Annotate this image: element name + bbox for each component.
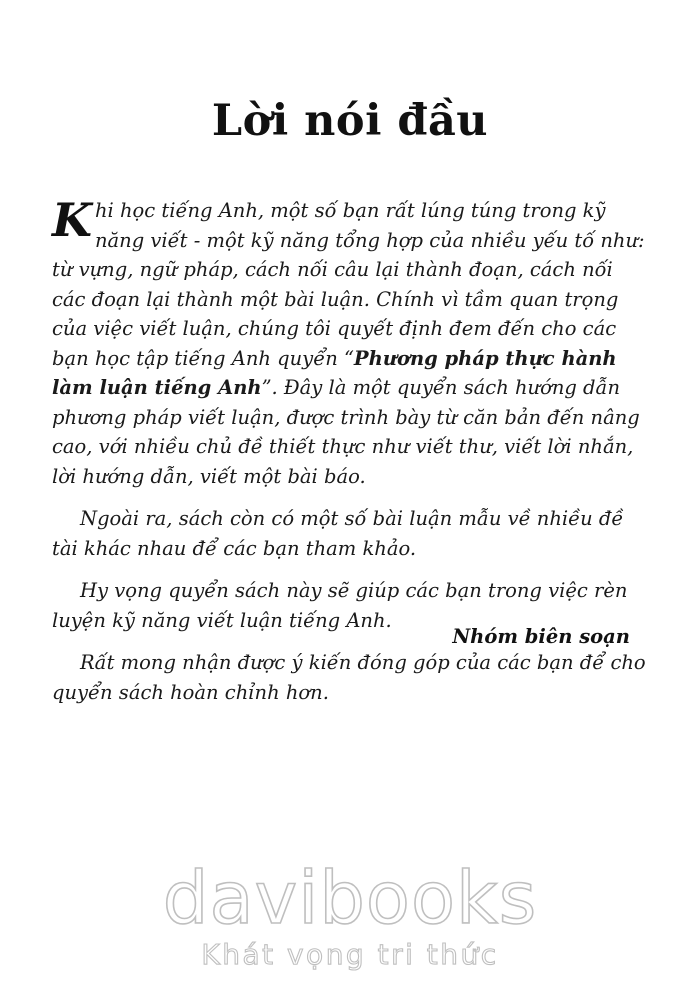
paragraph-run: ”. Đây là một quyển sách hướng dẫn phương pháp viết luận, được trình bày từ căn bản đến nâng cao, với nhiều chủ đề thiết thực như viết thư, viết lời nhắn, lời hướng dẫn, viết một bài báo. xyxy=(52,376,640,488)
paragraph-feedback xyxy=(52,648,650,707)
paragraph-run: hi học tiếng Anh, một số bạn rất lúng túng trong kỹ năng viết - một kỹ năng tổng hợp của nhiều yếu tố như: từ vựng, ngữ pháp, cách nối câu lại thành đoạn, cách nối các đoạn lại thành một bài luận. Chính vì tầm quan trọng của việc viết luận, chúng tôi quyết định đem đến cho các bạn học tập tiếng Anh quyển “ xyxy=(52,199,645,370)
book-title-emphasis: Phương pháp thực hành làm luận tiếng Anh xyxy=(52,346,617,399)
watermark-tagline: Khát vọng tri thức xyxy=(201,938,499,971)
drop-cap: K xyxy=(52,193,92,247)
paragraph-run: Hy vọng quyển sách này sẽ giúp các bạn trong việc rèn luyện kỹ năng viết luận tiếng Anh. xyxy=(52,579,628,632)
watermark-brand: davibooks xyxy=(162,856,538,940)
watermark xyxy=(0,856,700,972)
paragraph-run: Ngoài ra, sách còn có một số bài luận mẫu về nhiều đề tài khác nhau để các bạn tham khảo. xyxy=(52,507,624,560)
signature-line: Nhóm biên soạn xyxy=(452,625,630,648)
paragraph-run: Rất mong nhận được ý kiến đóng góp của các bạn để cho quyển sách hoàn chỉnh hơn. xyxy=(52,651,646,704)
paragraph-intro xyxy=(52,193,650,491)
paragraph-samples xyxy=(52,504,650,563)
page-title: Lời nói đầu xyxy=(211,96,489,146)
